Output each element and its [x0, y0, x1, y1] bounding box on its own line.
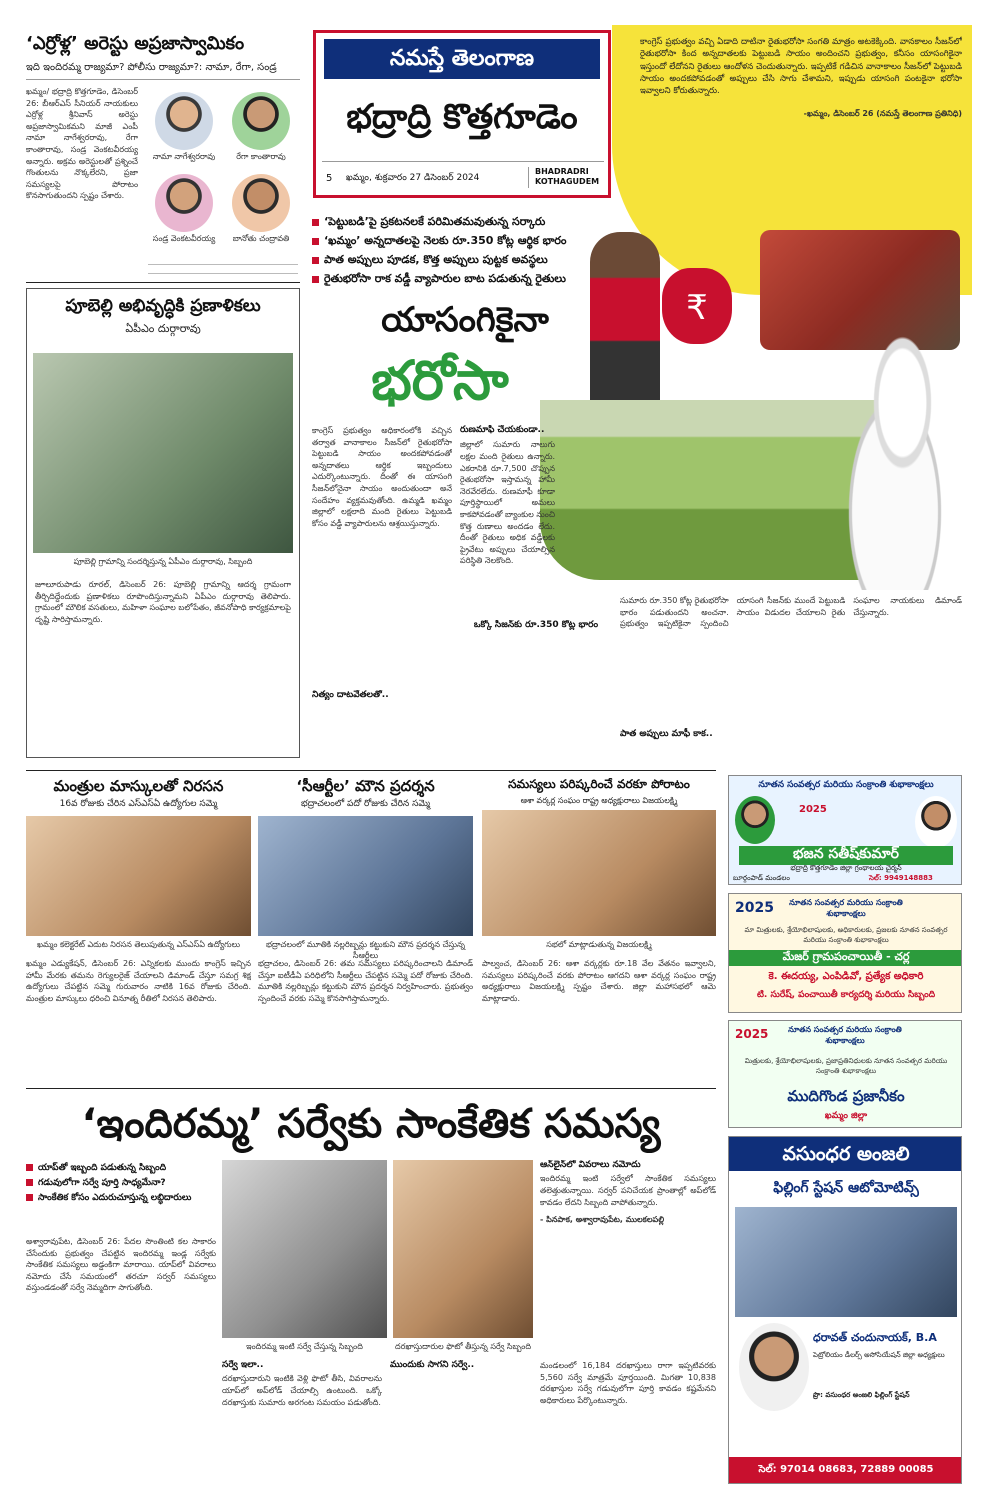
lead-bullet-3: పాత అప్పులు పూడక, కొత్త అప్పులు పుట్టక అవస్థలు	[312, 253, 612, 269]
story-crt-protest	[258, 778, 473, 1078]
survey-photo-1	[222, 1160, 387, 1338]
lead-body-3: సుమారు రూ.350 కోట్ల రైతుభరోసా భారం పడుతుందని అంచనా. ప్రభుత్వం ఇప్పటికైనా స్పందించి యాసంగి సీజన్‌కు ముందే పెట్టుబడి సాయం విడుదల చేయాలని రైతు సంఘాల నాయకులు డిమాండ్ చేస్తున్నారు.	[620, 596, 962, 629]
ad2-text: మా మిత్రులకు, శ్రేయోభిలాషులకు, అధికారులకు, ప్రజలకు నూతన సంవత్సర మరియు సంక్రాంతి శుభాకాంక్షలు	[744, 926, 948, 944]
story6-col3	[390, 1360, 535, 1490]
lead-box-credit: -ఖమ్మం, డిసెంబర్ 26 (నమస్తే తెలంగాణ ప్రతినిధి)	[803, 108, 962, 118]
story6-body-4: మండలంలో 16,184 దరఖాస్తులు రాగా ఇప్పటివరకు 5,560 సర్వే మాత్రమే పూర్తయింది. మిగతా 10,838 దరఖాస్తుల సర్వే గడువులోగా పూర్తి కావడం కష్టమేనని అధికారులు పేర్కొంటున్నారు.	[540, 1361, 716, 1405]
asha-meeting-photo	[482, 810, 716, 936]
story4-caption: భద్రాచలంలో మూతికి నల్లరిబ్బన్లు కట్టుకుని మౌన ప్రదర్శన చేస్తున్న సీఆర్టీలు	[265, 940, 466, 960]
story4-headline: ‘సీఆర్టీల’ మౌన ప్రదర్శన	[296, 778, 435, 795]
ad4-title: వసుంధర అంజలి	[729, 1137, 962, 1171]
story1-body-cont	[148, 256, 298, 278]
ad3-place: ఖమ్మం జిల్లా	[824, 1111, 868, 1121]
ad2-year: 2025	[735, 900, 774, 916]
story3-body: ఖమ్మం ఎడ్యుకేషన్, డిసెంబర్ 26: ఎన్నికలకు ముందు కాంగ్రెస్ ఇచ్చిన హామీ మేరకు తమను రెగ్యులరైజ్ చేయాలని డిమాండ్ చేస్తూ సమగ్ర శిక్ష ఉద్యోగులు చేపట్టిన సమ్మె గురువారం నాటికి 16వ రోజుకు చేరింది. మంత్రుల మాస్కులు ధరించి వినూత్న రీతిలో నిరసన తెలిపారు.	[26, 959, 251, 1003]
story-poobelli	[26, 288, 300, 758]
ad3-year: 2025	[735, 1027, 769, 1041]
story6-sub-3: ముందుకు సాగని సర్వే..	[390, 1360, 475, 1370]
ad1-phone: సెల్: 9949148883	[869, 874, 933, 882]
ad1-role: భద్రాద్రి కొత్తగూడెం జిల్లా గ్రంథాలయ చైర్మన్	[790, 864, 902, 872]
story6-sub-1: ఆన్‌లైన్‌లో వివరాలు నమోదు	[540, 1160, 641, 1170]
lead-sub-4: పాత అప్పులు మాఫీ కాక..	[620, 729, 713, 739]
lead-sub-3: నిత్యం దాటవేతలతో..	[312, 690, 389, 700]
ad4-name: ధరావత్ చందునాయక్, B.A	[813, 1331, 937, 1344]
story2-caption: పూబెల్లి గ్రామాన్ని సందర్శిస్తున్న ఏపీఎం దుర్గారావు, సిబ్బంది	[73, 557, 253, 566]
lead-sub-1: రుణమాఫీ చేయకుండా..	[460, 425, 545, 435]
filling-station-photo	[735, 1207, 957, 1317]
ad2-title: నూతన సంవత్సర మరియు సంక్రాంతి శుభాకాంక్షలు	[789, 898, 903, 918]
farmer-photo	[590, 232, 660, 412]
ssa-protest-photo	[26, 816, 251, 936]
story6-body-1: ఇందిరమ్మ ఇంటి సర్వేలో సాంకేతిక సమస్యలు తలెత్తుతున్నాయి. సర్వర్ పనిచేయక ప్రాంతాల్లో అప్‌లోడ్ కావడం లేదని సిబ్బంది వాపోతున్నారు.	[540, 1174, 716, 1207]
ad4-place: ప్రొ: వసుంధర అంజలి ఫిల్లింగ్ స్టేషన్	[813, 1391, 910, 1399]
story6-sidebar	[540, 1160, 716, 1340]
ad-mudigonda	[728, 1020, 962, 1128]
dateline: ఖమ్మం, శుక్రవారం 27 డిసెంబర్ 2024	[346, 173, 480, 183]
lead-kicker: యాసంగికైనా	[381, 300, 549, 340]
story-errolla-arrest	[26, 34, 300, 279]
survey-photo-2	[393, 1160, 533, 1338]
ad1-title: నూతన సంవత్సర మరియు సంక్రాంతి శుభాకాంక్షలు	[758, 780, 934, 790]
lead-body-2: జిల్లాలో సుమారు నాలుగు లక్షల మంది రైతులు ఉన్నారు. ఎకరానికి రూ.7,500 చొప్పున రైతుభరోసా ఇస్తామన్న హామీ నెరవేరలేదు. రుణమాఫీ కూడా పూర్తిస్థాయిలో అమలు కాకపోవడంతో బ్యాంకుల నుంచి కొత్త రుణాలు అందడం లేదు. దీంతో రైతులు అధిక వడ్డీలకు ప్రైవేటు అప్పులు చేయాల్సిన పరిస్థితి నెలకొంది.	[460, 440, 555, 566]
money-bag-icon: ₹	[662, 268, 732, 344]
portrait-nama: నామా నాగేశ్వరరావు	[148, 92, 220, 163]
ad3-text: మిత్రులకు, శ్రేయోభిలాషులకు, ప్రజాప్రతినిధులకు నూతన సంవత్సర మరియు సంక్రాంతి శుభాకాంక్షలు	[744, 1057, 948, 1075]
story2-headline: పూబెల్లి అభివృద్ధికి ప్రణాళికలు	[65, 296, 261, 316]
ad-bhajana-satish	[728, 775, 962, 885]
masthead-brand: నమస్తే తెలంగాణ	[324, 39, 600, 79]
ad4-phone: సెల్: 97014 08683, 72889 00085	[729, 1457, 962, 1483]
ad4-role: పెట్రోలియం డీలర్స్ అసోసియేషన్ జిల్లా అధ్యక్షులు	[813, 1351, 945, 1359]
lead-col2	[460, 425, 555, 755]
story6-sub-2: సర్వే ఇలా..	[222, 1360, 264, 1370]
ad4-subtitle: ఫిల్లింగ్ స్టేషన్ ఆటోమోటివ్స్	[773, 1180, 919, 1196]
story5-subhead: ఆశా వర్కర్ల సంఘం రాష్ట్ర అధ్యక్షురాలు విజయలక్ష్మి	[520, 795, 678, 805]
edition-english: BHADRADRI KOTHAGUDEM	[528, 167, 611, 188]
story5-body: పాల్వంచ, డిసెంబర్ 26: ఆశా వర్కర్లకు రూ.18 వేల వేతనం ఇవ్వాలని, సమస్యలు పరిష్కరించే వరకు పోరాటం ఆగదని ఆశా వర్కర్ల సంఘం రాష్ట్ర అధ్యక్షురాలు విజయలక్ష్మి స్పష్టం చేశారు. జిల్లా మహాసభలో ఆమె మాట్లాడారు.	[482, 959, 716, 1003]
story-asha-workers	[482, 778, 716, 1078]
story4-subhead: భద్రాచలంలో పదో రోజుకు చేరిన సమ్మె	[300, 799, 431, 810]
ad2-line1: కె. ఈదయ్య, ఎంపిడివో, ప్రత్యేక అధికారి	[768, 971, 924, 982]
ad-vasundhara	[728, 1136, 962, 1484]
story3-caption: ఖమ్మం కలెక్టరేట్ ఎదుట నిరసన తెలుపుతున్న ఎస్ఎస్ఏ ఉద్యోగులు	[37, 940, 240, 949]
story3-headline: మంత్రుల మాస్కులతో నిరసన	[53, 778, 224, 795]
portrait-sandra: సండ్ర వెంకటవీరయ్య	[148, 174, 220, 245]
lead-col4	[620, 595, 962, 755]
story6-body-2: అశ్వారావుపేట, డిసెంబర్ 26: పేదల సొంతింటి కల సాకారం చేసేందుకు ప్రభుత్వం చేపట్టిన ఇందిరమ్మ ఇండ్ల సర్వేకు సాంకేతిక సమస్యలు అడ్డంకిగా మారాయి. యాప్‌లో వివరాలు నమోదు చేసే సమయంలో తరచూ సర్వర్ సమస్యలు వస్తుండడంతో సర్వే నెమ్మదిగా సాగుతోంది.	[26, 1237, 216, 1293]
ad-charla-panchayat	[728, 893, 962, 1013]
story6-bullets: యాప్‌తో ఇబ్బంది పడుతున్న సిబ్బంది గడువులోగా సర్వే పూర్తి సాధ్యమేనా? సాంకేతిక కోసం ఎదురుచూస్తున్న లబ్ధిదారులు	[26, 1160, 216, 1230]
lead-bullets	[312, 212, 612, 302]
ad1-name: భజన సతీష్‌కుమార్	[739, 846, 953, 865]
story1-body: ఖమ్మం/ భద్రాద్రి కొత్తగూడెం, డిసెంబర్ 26: బీఆర్ఎస్ సీనియర్ నాయకులు ఎర్రోళ్ల శ్రీనివాస్ అరెస్టు అప్రజాస్వామికమని మాజీ ఎంపీ నామా నాగేశ్వరరావు, రేగా కాంతారావు, సండ్ర వెంకటవీరయ్య అన్నారు. అక్రమ అరెస్టులతో ప్రశ్నించే గొంతులను నొక్కలేరని, ప్రజా సమస్యలపై పోరాటం కొనసాగుతుందని స్పష్టం చేశారు.	[26, 87, 138, 201]
page-number: 5	[326, 173, 333, 184]
story1-subhead: ఇది ఇందిరమ్మ రాజ్యమా? పోలీసు రాజ్యమా?: నామా, రేగా, సండ్ర	[26, 61, 277, 73]
ad2-line2: టి. సురేష్, పంచాయితీ కార్యదర్శి మరియు సిబ్బంది	[756, 990, 936, 1000]
ad1-year: 2025	[799, 804, 827, 815]
masthead-edition: భద్రాద్రి కొత్తగూడెం	[346, 97, 578, 137]
poobelli-photo	[33, 353, 293, 553]
story6-headline: ‘ఇందిరమ్మ’ సర్వేకు సాంకేతిక సమస్య	[81, 1101, 661, 1147]
lead-sub-2: ఒక్కో సీజన్‌కు రూ.350 కోట్ల భారం	[473, 620, 599, 630]
portrait-rega: రేగా కాంతారావు	[224, 92, 298, 163]
ad2-banner: మేజర్ గ్రామపంచాయితీ - చర్ల	[729, 950, 962, 966]
story6-body-3: దరఖాస్తుదారుని ఇంటికి వెళ్లి ఫొటో తీసి, వివరాలను యాప్‌లో అప్‌లోడ్ చేయాల్సి ఉంటుంది. ఒక్కో దరఖాస్తుకు సుమారు అరగంట సమయం పడుతోంది.	[222, 1374, 382, 1407]
ad1-place: బూర్గంపాడ్ మండలం	[733, 874, 790, 882]
crt-protest-photo	[258, 816, 473, 936]
story2-body: జూలూరుపాడు రూరల్, డిసెంబర్ 26: పూబెల్లి గ్రామాన్ని ఆదర్శ గ్రామంగా తీర్చిదిద్దేందుకు ప్రణాళికలు రూపొందిస్తున్నామని ఏపీఎం దుర్గారావు తెలిపారు. గ్రామంలో మౌలిక వసతులు, మహిళా సంఘాల బలోపేతం, జీవనోపాధి కార్యక్రమాలపై దృష్టి సారిస్తామన్నారు.	[35, 580, 291, 624]
masthead	[313, 30, 611, 198]
ad3-name: ముదిగొండ ప్రజానీకం	[787, 1087, 905, 1105]
story2-subhead: ఏపీఎం దుర్గారావు	[125, 321, 201, 335]
lead-bullet-2: ‘ఖమ్మం’ అన్నదాతలపై నెలకు రూ.350 కోట్ల ఆర్థిక భారం	[312, 234, 612, 250]
story5-headline: సమస్యలు పరిష్కరించే వరకూ పోరాటం	[508, 778, 690, 791]
story4-body: భద్రాచలం, డిసెంబర్ 26: తమ సమస్యలు పరిష్కరించాలని డిమాండ్ చేస్తూ ఐటీడీఏ పరిధిలోని సీఆర్టీలు చేపట్టిన సమ్మె పదో రోజుకు చేరింది. మూతికి నల్లరిబ్బన్లు కట్టుకుని మౌన ప్రదర్శన నిర్వహించారు. ప్రభుత్వం స్పందించే వరకు సమ్మె కొనసాగిస్తామన్నారు.	[258, 959, 473, 1003]
story1-headline: ‘ఎర్రోళ్ల’ అరెస్టు అప్రజాస్వామికం	[26, 34, 245, 54]
lead-headline: భరోసా	[371, 349, 509, 412]
lead-box-text: కాంగ్రెస్ ప్రభుత్వం వచ్చి ఏడాది దాటినా రైతుభరోసా సంగతి మాత్రం అటకెక్కింది. వానకాలం సీజన్‌లో రైతుభరోసా కింద అన్నదాతలకు పెట్టుబడి సాయం అందించని ప్రభుత్వం, కనీసం యాసంగికైనా ఇస్తుందో లేదోనని రైతులు ఆందోళన చెందుతున్నారు. ఇప్పటికే గడిచిన వానాకాలం సీజన్‌లో పెట్టుబడి సాయం అందకపోవడంతో అప్పులు చేసి సాగు చేశామని, ఇప్పుడు యాసంగి పంటకైనా భరోసా ఇవ్వాలని కోరుతున్నారు.	[640, 37, 962, 97]
story-ssa-protest	[26, 778, 251, 1078]
story6-col2	[222, 1360, 382, 1490]
old-farmer-illustration	[820, 330, 970, 590]
story6-caption-1: ఇందిరమ్మ ఇంటి సర్వే చేస్తున్న సిబ్బంది	[246, 1342, 363, 1351]
lead-body: కాంగ్రెస్ ప్రభుత్వం అధికారంలోకి వచ్చిన తర్వాత వానాకాలం సీజన్‌లో రైతుభరోసా పెట్టుబడి సాయం అందకపోవడంతో అన్నదాతలు ఆర్థిక ఇబ్బందులు ఎదుర్కొంటున్నారు. దీంతో ఈ యాసంగి సీజన్‌లోనైనా సాయం అందుతుందా అనే సందేహం వ్యక్తమవుతోంది. ఉమ్మడి ఖమ్మం జిల్లాలో లక్షలాది మంది రైతులు పెట్టుబడి కోసం వడ్డీ వ్యాపారులను ఆశ్రయిస్తున్నారు.	[312, 426, 452, 528]
story6-credit: - పినపాక, అశ్వారావుపేట, ములకలపల్లి	[540, 1215, 665, 1225]
ad3-title: నూతన సంవత్సర మరియు సంక్రాంతి శుభాకాంక్షలు	[788, 1025, 902, 1045]
portrait-banoth: బానోతు చంద్రావతి	[224, 174, 298, 245]
lead-bullet-1: ‘పెట్టుబడి’పై ప్రకటనలకే పరిమితమవుతున్న సర్కారు	[312, 215, 612, 231]
story5-caption: సభలో మాట్లాడుతున్న విజయలక్ష్మి	[546, 940, 652, 949]
lead-bullet-4: రైతుభరోసా రాక వడ్డీ వ్యాపారుల బాట పడుతున్న రైతులు	[312, 272, 612, 288]
story6-caption-2: దరఖాస్తుదారుల ఫొటో తీస్తున్న సర్వే సిబ్బంది	[395, 1342, 531, 1351]
story3-subhead: 16వ రోజుకు చేరిన ఎస్ఎస్ఏ ఉద్యోగుల సమ్మె	[59, 799, 218, 810]
